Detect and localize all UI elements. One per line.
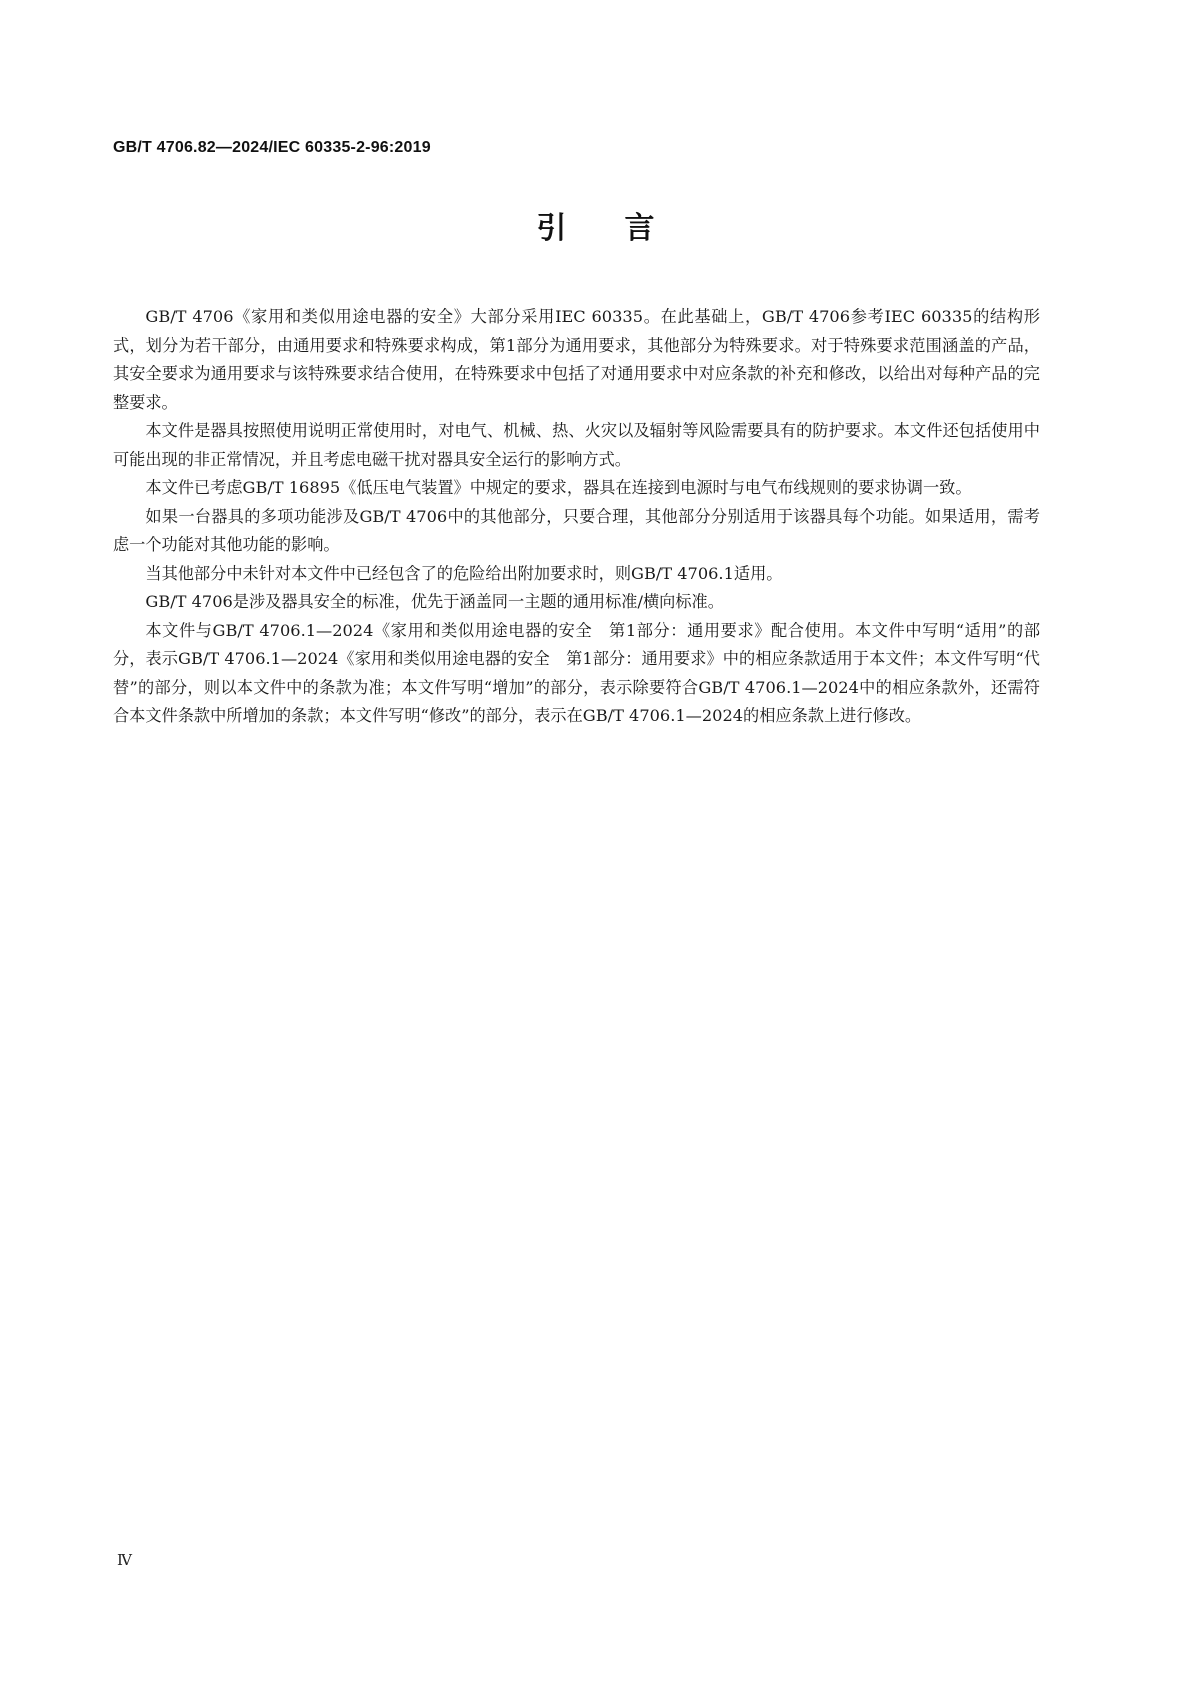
paragraph-6: GB/T 4706是涉及器具安全的标准，优先于涵盖同一主题的通用标准/横向标准。 xyxy=(145,592,724,611)
paragraph-7: 本文件与GB/T 4706.1—2024《家用和类似用途电器的安全 第1部分：通用要求》配合使用。本文件中写明“适用”的部分，表示GB/T 4706.1—2024《家用和类似用途电器的安全 第1部分：通用要求》中的相应条款适用于本文件；本文件写明“代替”的部分，则以本文件中的条款为准；本文件写明“增加”的部分，表示除要符合GB/T 4706.1—2024中的相应条款外，还需符合本文件条款中所增加的条款；本文件写明“修改”的部分，表示在GB/T 4706.1—2024的相应条款上进行修改。 xyxy=(113,620,1040,725)
page-number: Ⅳ xyxy=(117,1551,132,1569)
paragraph-5: 当其他部分中未针对本文件中已经包含了的危险给出附加要求时，则GB/T 4706.1适用。 xyxy=(145,563,783,583)
standard-header: GB/T 4706.82—2024/IEC 60335-2-96:2019 xyxy=(113,139,431,156)
paragraph-4: 如果一台器具的多项功能涉及GB/T 4706中的其他部分，只要合理，其他部分分别适用于该器具每个功能。如果适用，需考虑一个功能对其他功能的影响。 xyxy=(113,506,1040,554)
page-title: 引言 xyxy=(536,211,713,246)
paragraph-3: 本文件已考虑GB/T 16895《低压电气装置》中规定的要求，器具在连接到电源时与电气布线规则的要求协调一致。 xyxy=(145,478,972,497)
body-text xyxy=(113,303,1040,731)
paragraph-1: GB/T 4706《家用和类似用途电器的安全》大部分采用IEC 60335。在此基础上，GB/T 4706参考IEC 60335的结构形式，划分为若干部分，由通用要求和特殊要求构成，第1部分为通用要求，其他部分为特殊要求。对于特殊要求范围涵盖的产品，其安全要求为通用要求与该特殊要求结合使用，在特殊要求中包括了对通用要求中对应条款的补充和修改，以给出对每种产品的完整要求。 xyxy=(113,307,1040,412)
paragraph-2: 本文件是器具按照使用说明正常使用时，对电气、机械、热、火灾以及辐射等风险需要具有的防护要求。本文件还包括使用中可能出现的非正常情况，并且考虑电磁干扰对器具安全运行的影响方式。 xyxy=(113,421,1040,469)
